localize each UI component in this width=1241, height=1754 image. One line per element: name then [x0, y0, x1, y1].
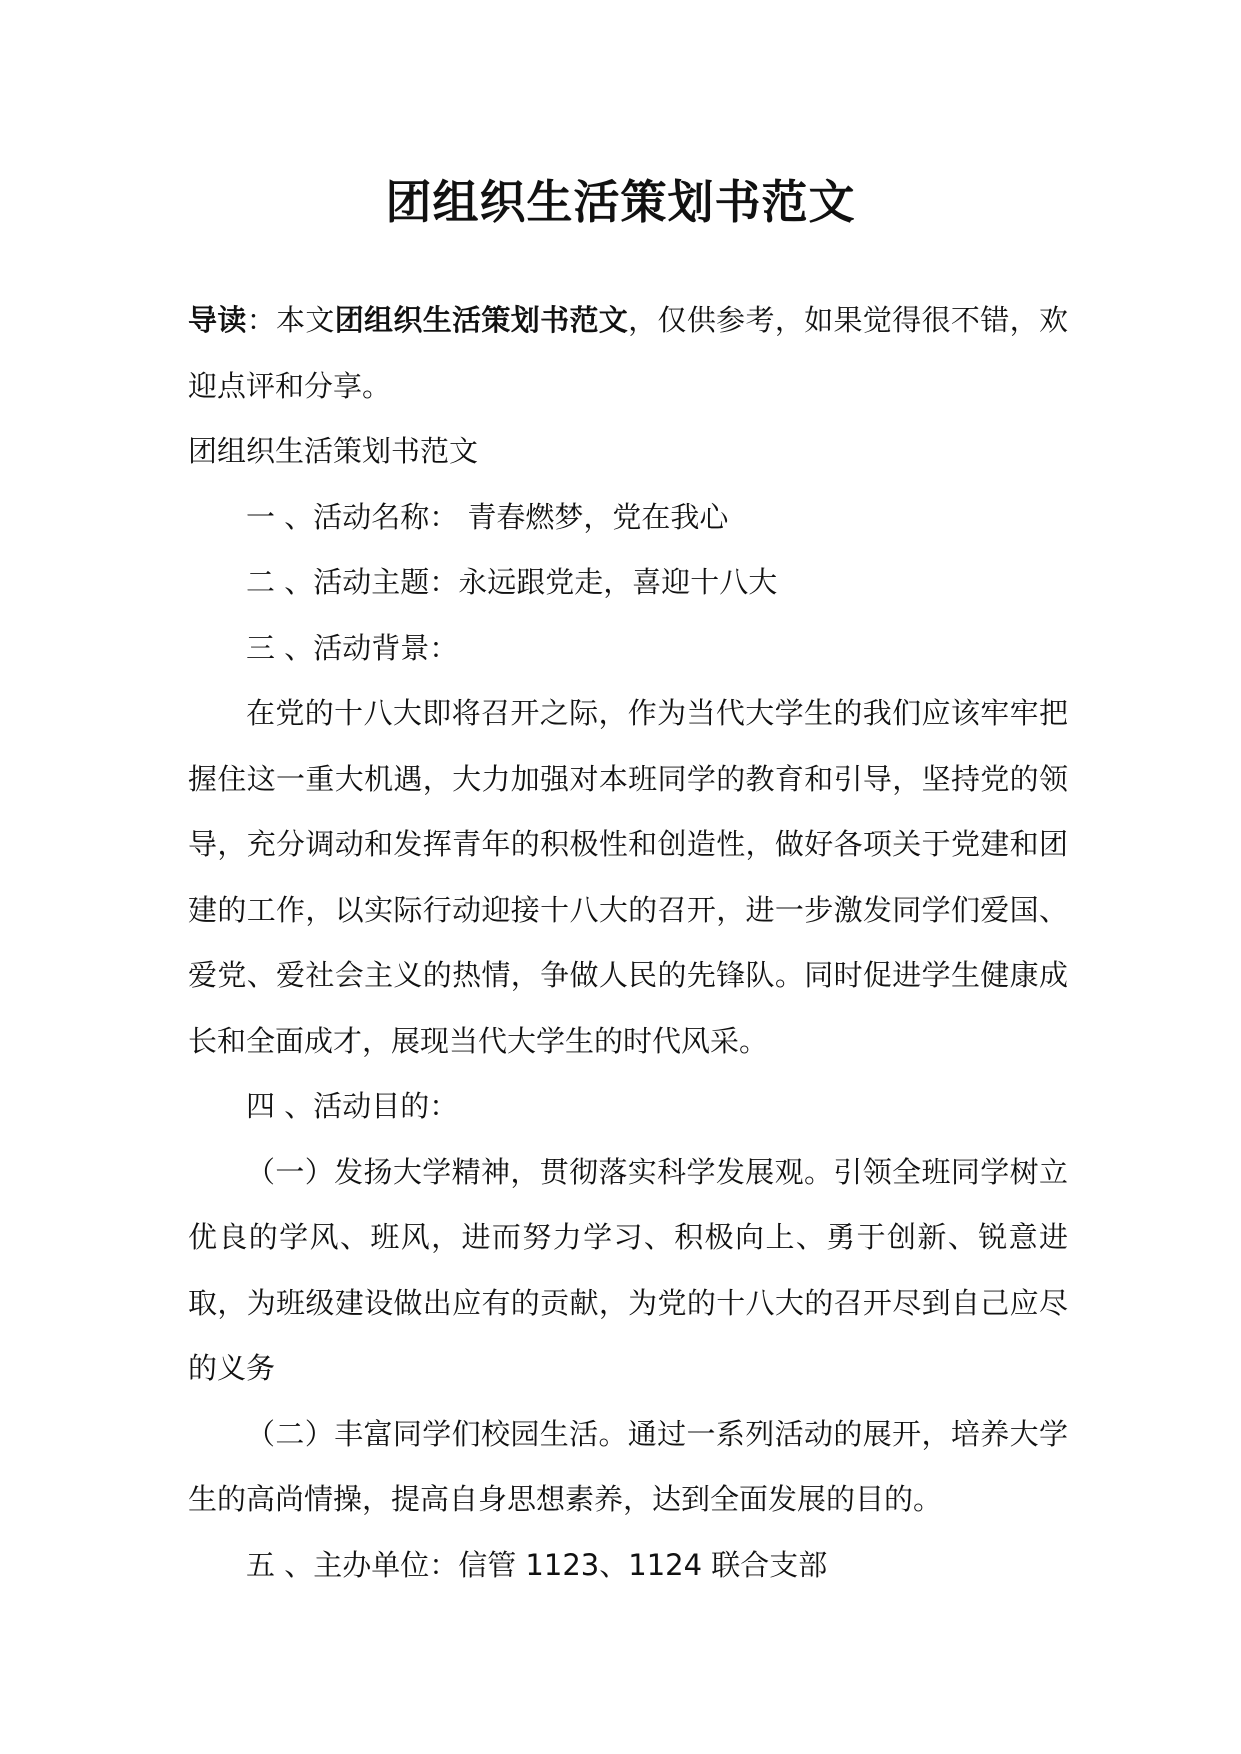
section-activity-background: 三 、活动背景： [246, 630, 459, 665]
background-paragraph: 在党的十八大即将召开之际，作为当代大学生的我们应该牢牢把握住这一重大机遇，大力加强对本班同学的教育和引导，坚持党的领导，充分调动和发挥青年的积极性和创造性，做好各项关于党建和团建的工作，以实际行动迎接十八大的召开，进一步激发同学们爱国、爱党、爱社会主义的热情，争做人民的先锋队。同时促进学生健康成长和全面成才，展现当代大学生的时代风采。 [188, 696, 1068, 1058]
lead-label: 导读 [188, 303, 247, 337]
document-title: 团组织生活策划书范文 [385, 175, 856, 229]
section-activity-theme: 二 、活动主题：永远跟党走，喜迎十八大 [246, 565, 778, 599]
lead-rest: ，仅供参考，如果觉得很不错，欢迎点评和分享。 [188, 303, 1068, 403]
lead-intro: ：本文 [246, 303, 335, 337]
purpose-two-paragraph: （二）丰富同学们校园生活。通过一系列活动的展开，培养大学生的高尚情操，提高自身思想素养，达到全面发展的目的。 [188, 1416, 1068, 1516]
purpose-one-paragraph: （一）发扬大学精神，贯彻落实科学发展观。引领全班同学树立优良的学风、班风，进而努力学习、积极向上、勇于创新、锐意进取，为班级建设做出应有的贡献，为党的十八大的召开尽到自己应尽的义务 [188, 1154, 1068, 1385]
lead-paragraph [188, 288, 1068, 419]
document-body [188, 288, 1068, 1598]
section-activity-name: 一 、活动名称： 青春燃梦，党在我心 [246, 499, 729, 534]
section-activity-purpose: 四 、活动目的： [246, 1089, 459, 1123]
lead-title-bold: 团组织生活策划书范文 [334, 303, 629, 337]
subtitle: 团组织生活策划书范文 [188, 434, 479, 468]
section-organizer: 五 、主办单位：信管 1123、1124 联合支部 [246, 1547, 828, 1582]
